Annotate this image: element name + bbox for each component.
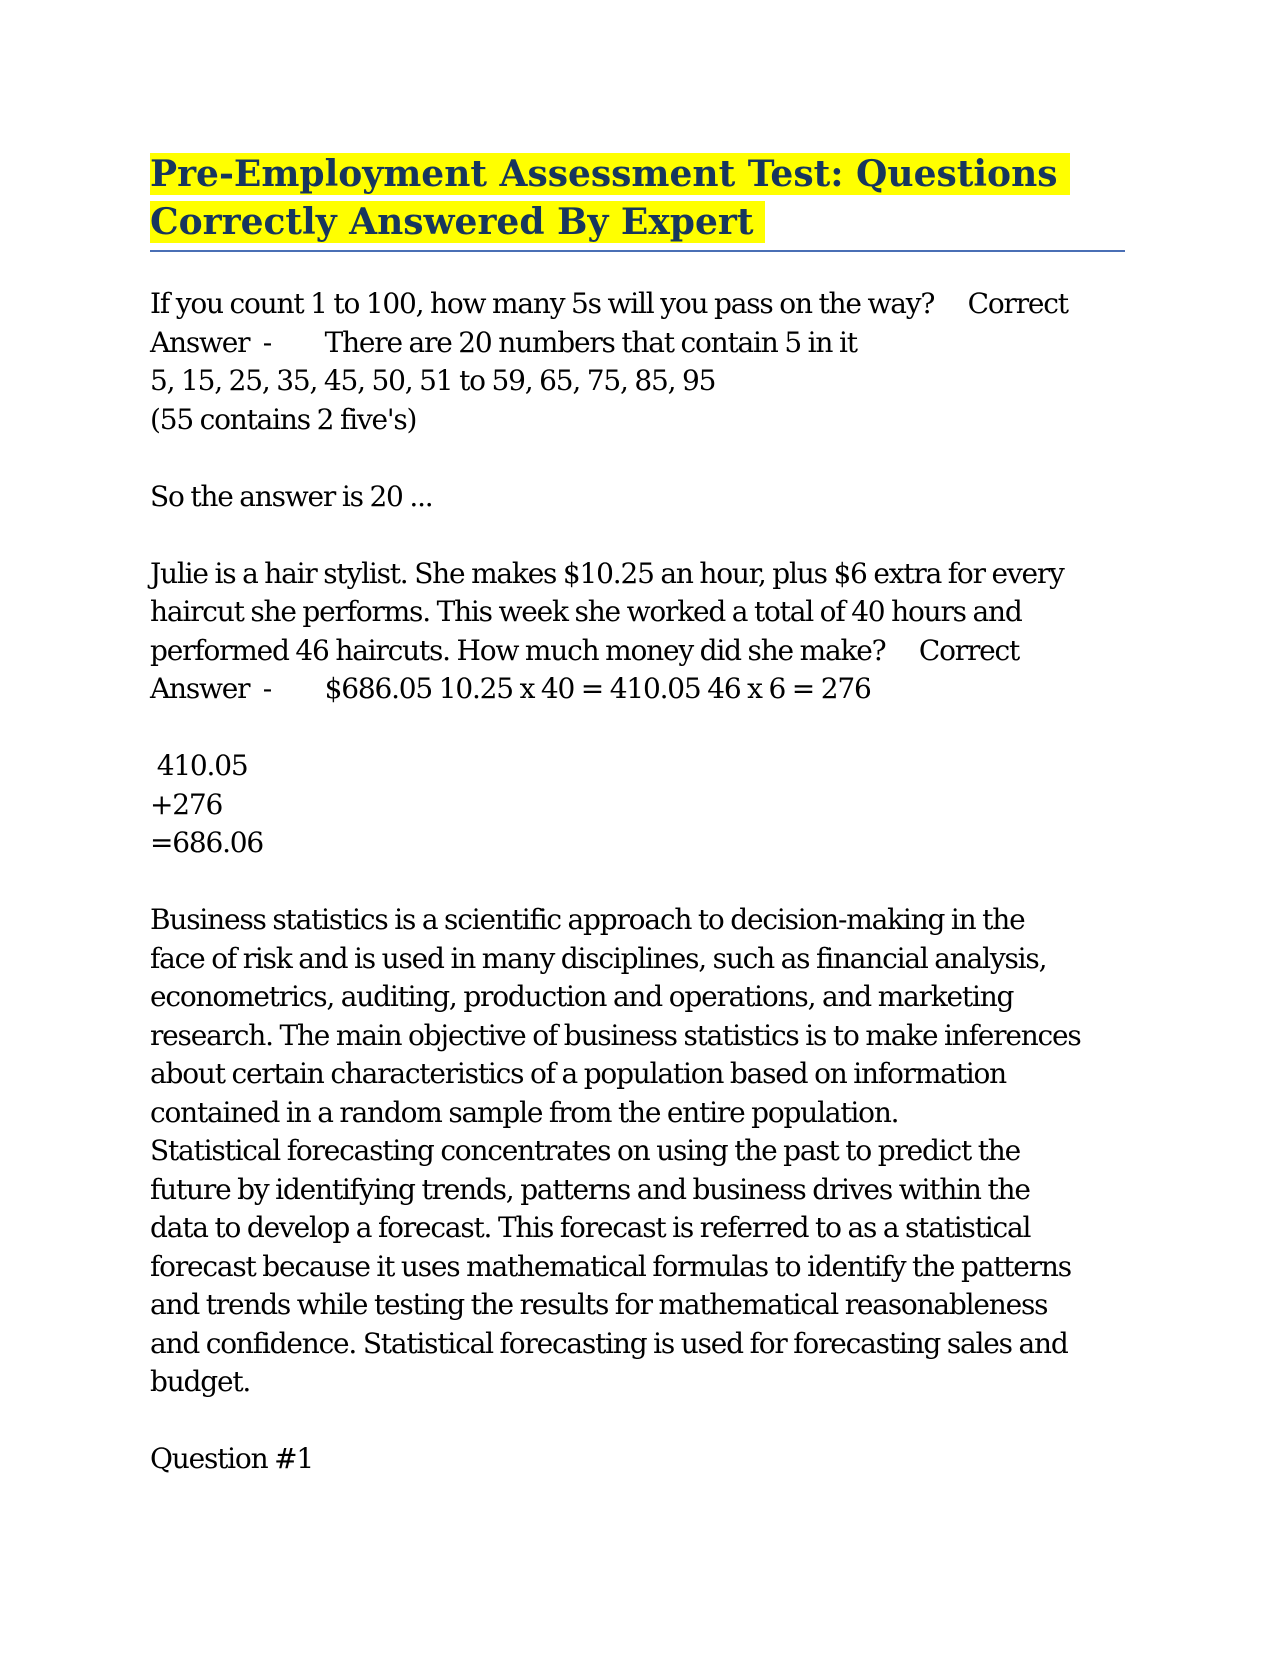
q2-calc-line-3: =686.06 <box>150 826 264 859</box>
paragraph-line: data to develop a forecast. This forecast is referred to as a statistical <box>150 1211 1031 1244</box>
document-body <box>150 285 1125 1479</box>
paragraph-line: and trends while testing the results for mathematical reasonableness <box>150 1288 1048 1321</box>
spacer <box>150 1402 1125 1441</box>
spacer <box>150 439 1125 478</box>
q1-correct-label: Correct <box>967 287 1068 320</box>
paragraph-line: Statistical forecasting concentrates on using the past to predict the <box>150 1134 1020 1167</box>
paragraph-line: econometrics, auditing, production and operations, and marketing <box>150 980 1014 1013</box>
spacer <box>150 709 1125 748</box>
q2-question-line-3 <box>150 632 1125 671</box>
q2-calc-line-1: 410.05 <box>150 749 248 782</box>
document-title <box>150 150 1125 246</box>
paragraph-line: contained in a random sample from the entire population. <box>150 1095 899 1129</box>
q1-answer-label: Answer - <box>150 325 272 359</box>
spacer <box>150 863 1125 902</box>
paragraph-line: Business statistics is a scientific approach to decision-making in the <box>150 903 1025 936</box>
paragraph-line: forecast because it uses mathematical formulas to identify the patterns <box>150 1249 1071 1283</box>
q1-answer-text: There are 20 numbers that contain 5 in it <box>324 325 857 359</box>
statistics-paragraph <box>150 901 1125 1402</box>
title-line-1: Pre-Employment Assessment Test: Questions <box>150 153 1070 195</box>
q2-answer-label: Answer - <box>150 672 272 705</box>
q1-conclusion: So the answer is 20 ... <box>150 479 433 513</box>
paragraph-line: face of risk and is used in many disciplines, such as financial analysis, <box>150 941 1047 975</box>
q1-question-text: If you count 1 to 100, how many 5s will you pass on the way? <box>150 287 935 320</box>
next-question-heading: Question #1 <box>150 1442 314 1475</box>
title-block <box>150 150 1125 252</box>
q1-question-line <box>150 285 1125 324</box>
title-line-2: Correctly Answered By Expert <box>150 201 765 243</box>
q2-calc-line-2: +276 <box>150 787 223 821</box>
q1-answer-list: 5, 15, 25, 35, 45, 50, 51 to 59, 65, 75, 85, 95 <box>150 364 716 397</box>
q1-answer-note: (55 contains 2 five's) <box>150 402 417 436</box>
document-page <box>150 150 1125 1479</box>
paragraph-line: about certain characteristics of a population based on information <box>150 1057 1006 1090</box>
paragraph-line: and confidence. Statistical forecasting is used for forecasting sales and <box>150 1326 1068 1360</box>
q2-question-line-2: haircut she performs. This week she worked a total of 40 hours and <box>150 595 1022 628</box>
spacer <box>150 516 1125 555</box>
paragraph-line: future by identifying trends, patterns and business drives within the <box>150 1172 1030 1206</box>
q1-answer-line <box>150 324 1125 363</box>
q2-answer-text: $686.05 10.25 x 40 = 410.05 46 x 6 = 276 <box>324 672 871 705</box>
paragraph-line: budget. <box>150 1365 251 1398</box>
q2-answer-line <box>150 670 1125 709</box>
q2-question-line-1: Julie is a hair stylist. She makes $10.25 an hour, plus $6 extra for every <box>150 556 1064 590</box>
paragraph-line: research. The main objective of business statistics is to make inferences <box>150 1018 1081 1052</box>
q2-question-text: performed 46 haircuts. How much money did she make? <box>150 633 886 667</box>
q2-correct-label: Correct <box>918 633 1020 667</box>
